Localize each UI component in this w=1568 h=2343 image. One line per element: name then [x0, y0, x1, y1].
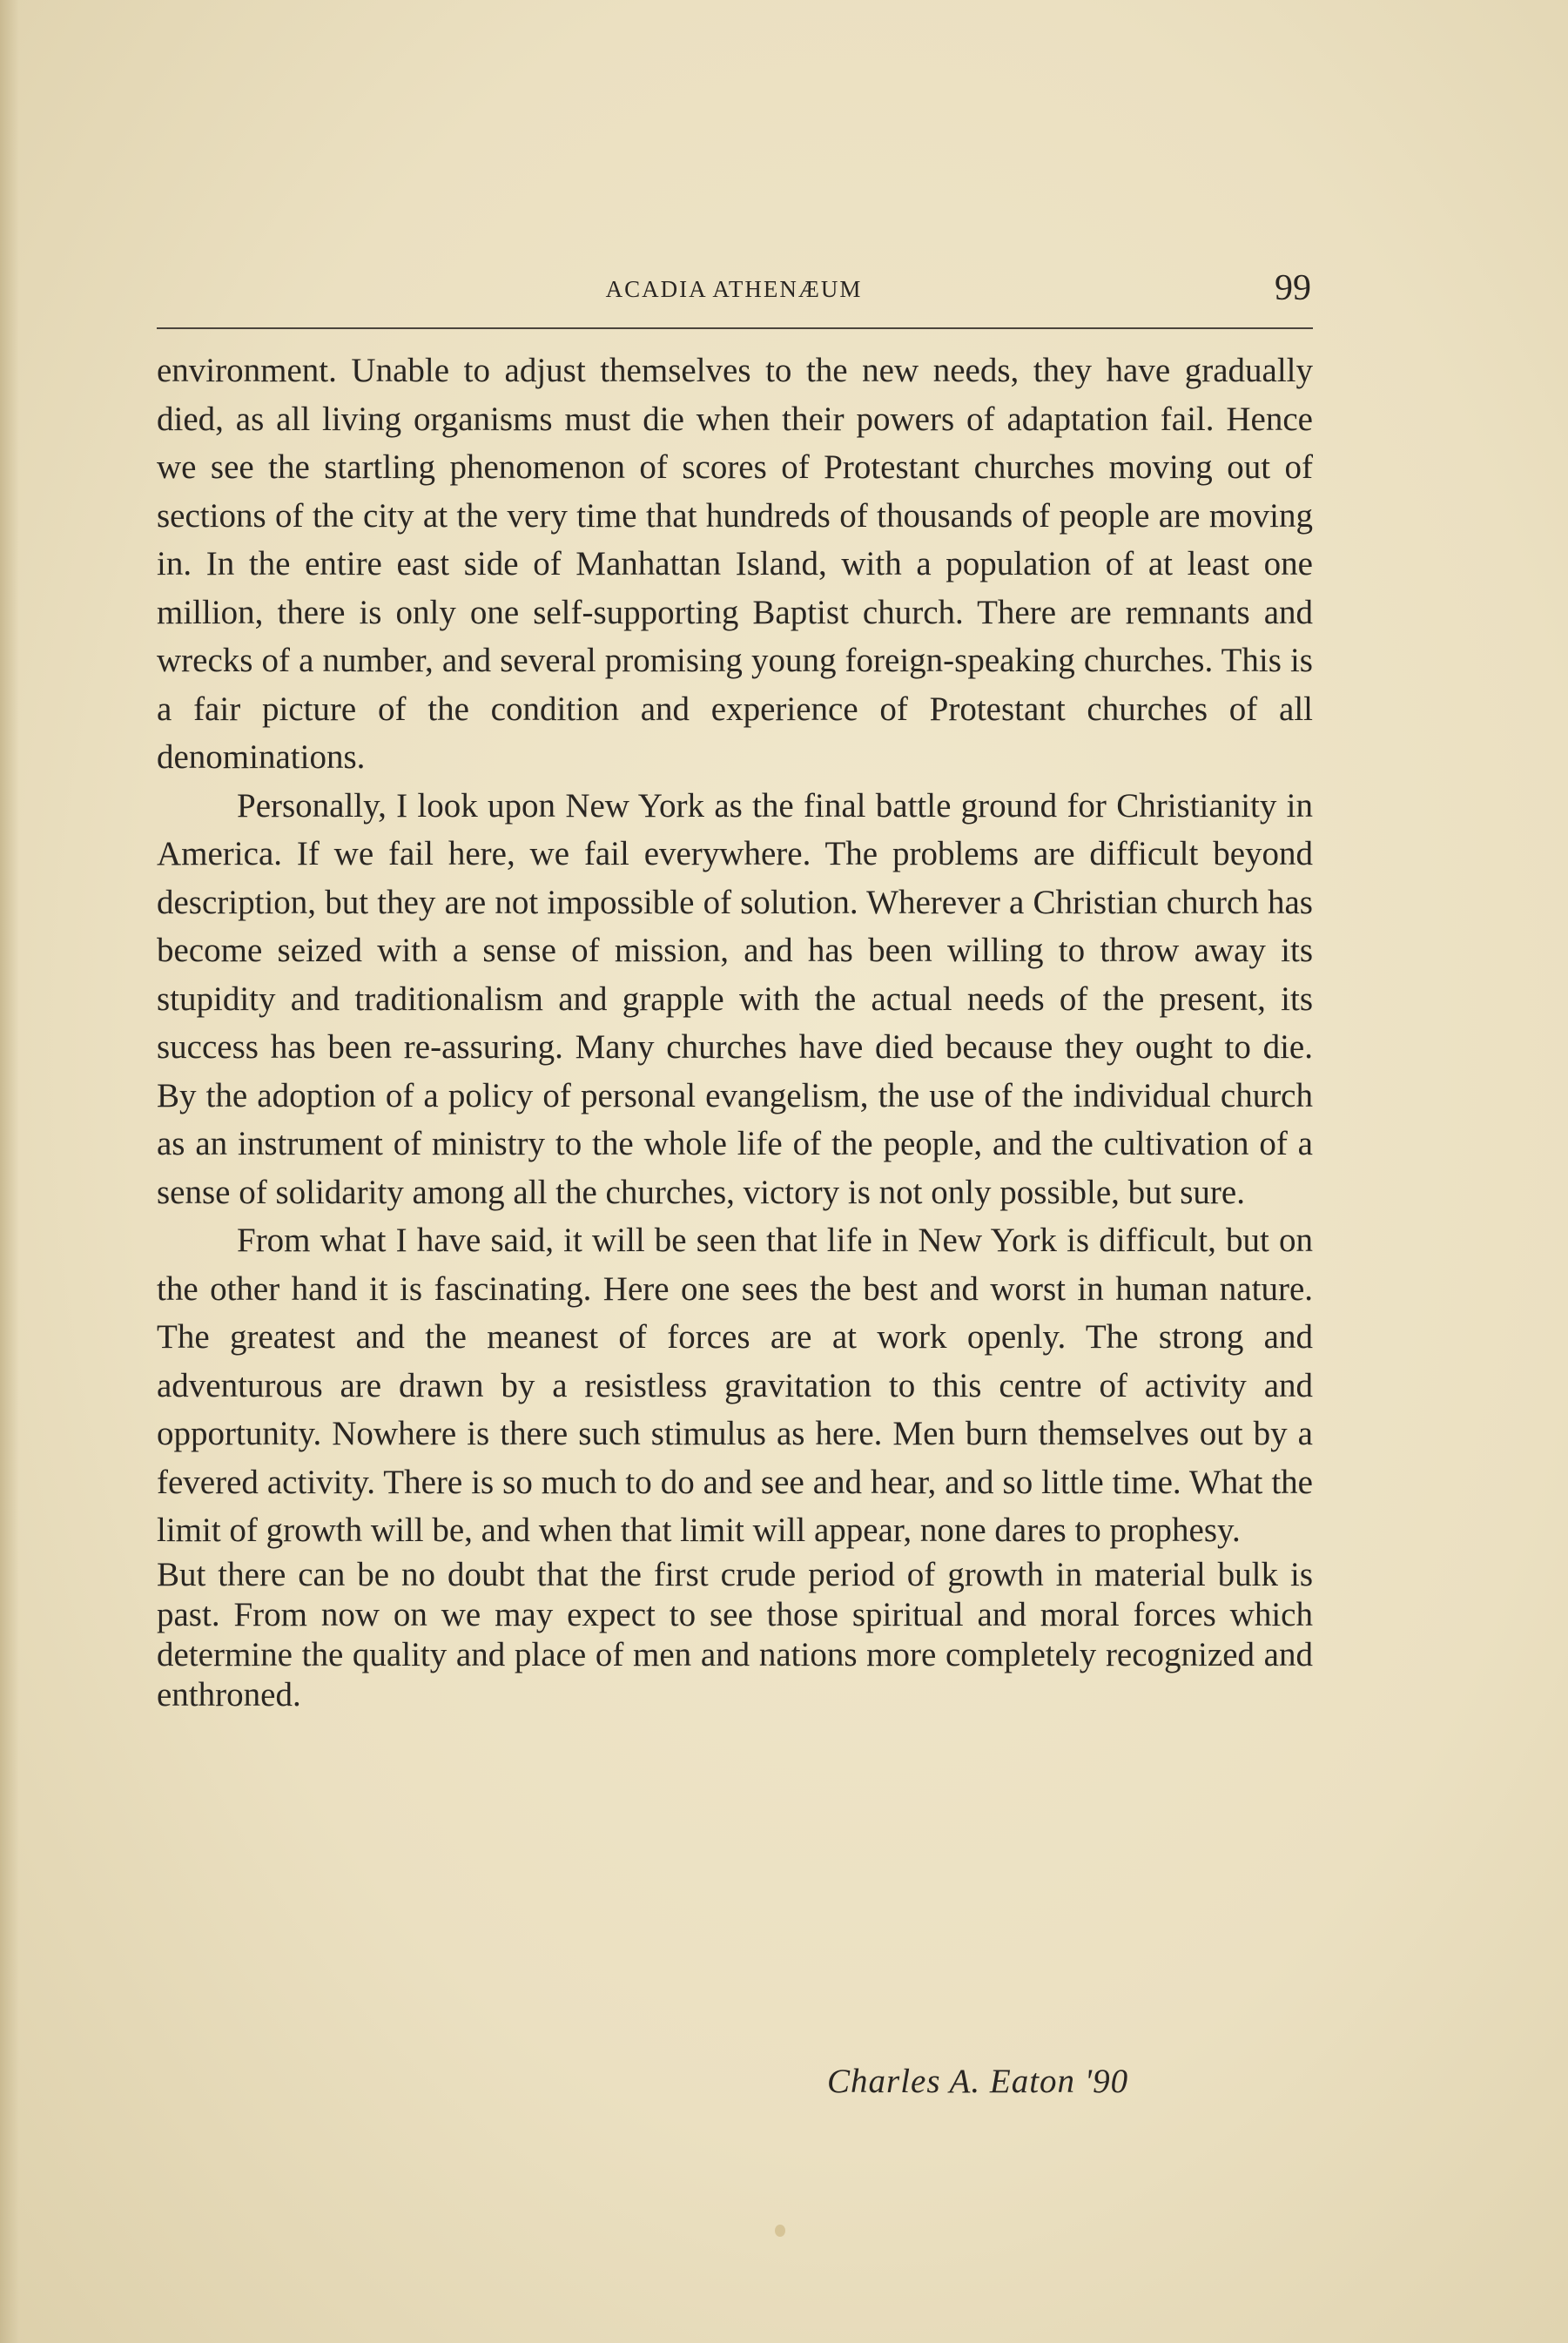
author-signature: Charles A. Eaton '90 — [827, 2063, 1129, 2100]
page-edge-shadow — [0, 0, 19, 2343]
header-rule — [157, 327, 1313, 329]
paragraph-4: But there can be no doubt that the first crude period of growth in material bulk is past. From now on we may expect to see those spiritual and moral forces which determine the quality and place of men and nations more completely recognized and enthroned. — [157, 1555, 1313, 1713]
paragraph-3: From what I have said, it will be seen that life in New York is difficult, but on the other hand it is fascinating. Here one sees the best and worst in human nature. The greatest and the meanest of forces are at work openly. The strong and adventurous are drawn by a resistless gravitation to this centre of activity and opportunity. Nowhere is there such stimulus as here. Men burn themselves out by a fevered activity. There is so much to do and see and hear, and so little time. What the limit of growth will be, and when that limit will appear, none dares to prophesy. — [157, 1222, 1313, 1549]
body-text — [157, 347, 1313, 1715]
ink-smudge — [775, 2225, 785, 2237]
running-head — [155, 266, 1313, 318]
paragraph-2: Personally, I look upon New York as the final battle ground for Christianity in America. If we fail here, we fail everywhere. The problems are difficult beyond description, but they are not impossible of solution. Wherever a Christian church has become seized with a sense of mission, and has been willing to throw away its stupidity and traditionalism and grapple with the actual needs of the present, its success has been re-assuring. Many churches have died because they ought to die. By the adoption of a policy of personal evangelism, the use of the individual church as an instrument of ministry to the whole life of the people, and the cultivation of a sense of solidarity among all the churches, victory is not only possible, but sure. — [157, 786, 1313, 1211]
paragraph-1: environment. Unable to adjust themselves to the new needs, they have gradually died, as all living organisms must die when their powers of adaptation fail. Hence we see the startling phenomenon of scores of Protestant churches moving out of sections of the city at the very time that hundreds of thousands of people are moving in. In the entire east side of Manhattan Island, with a population of at least one million, there is only one self-supporting Baptist church. There are remnants and wrecks of a number, and several promising young foreign-speaking churches. This is a fair picture of the condition and experience of Protestant churches of all denominations. — [157, 352, 1313, 776]
running-title: ACADIA ATHENÆUM — [605, 276, 863, 302]
page-number: 99 — [1275, 268, 1311, 308]
